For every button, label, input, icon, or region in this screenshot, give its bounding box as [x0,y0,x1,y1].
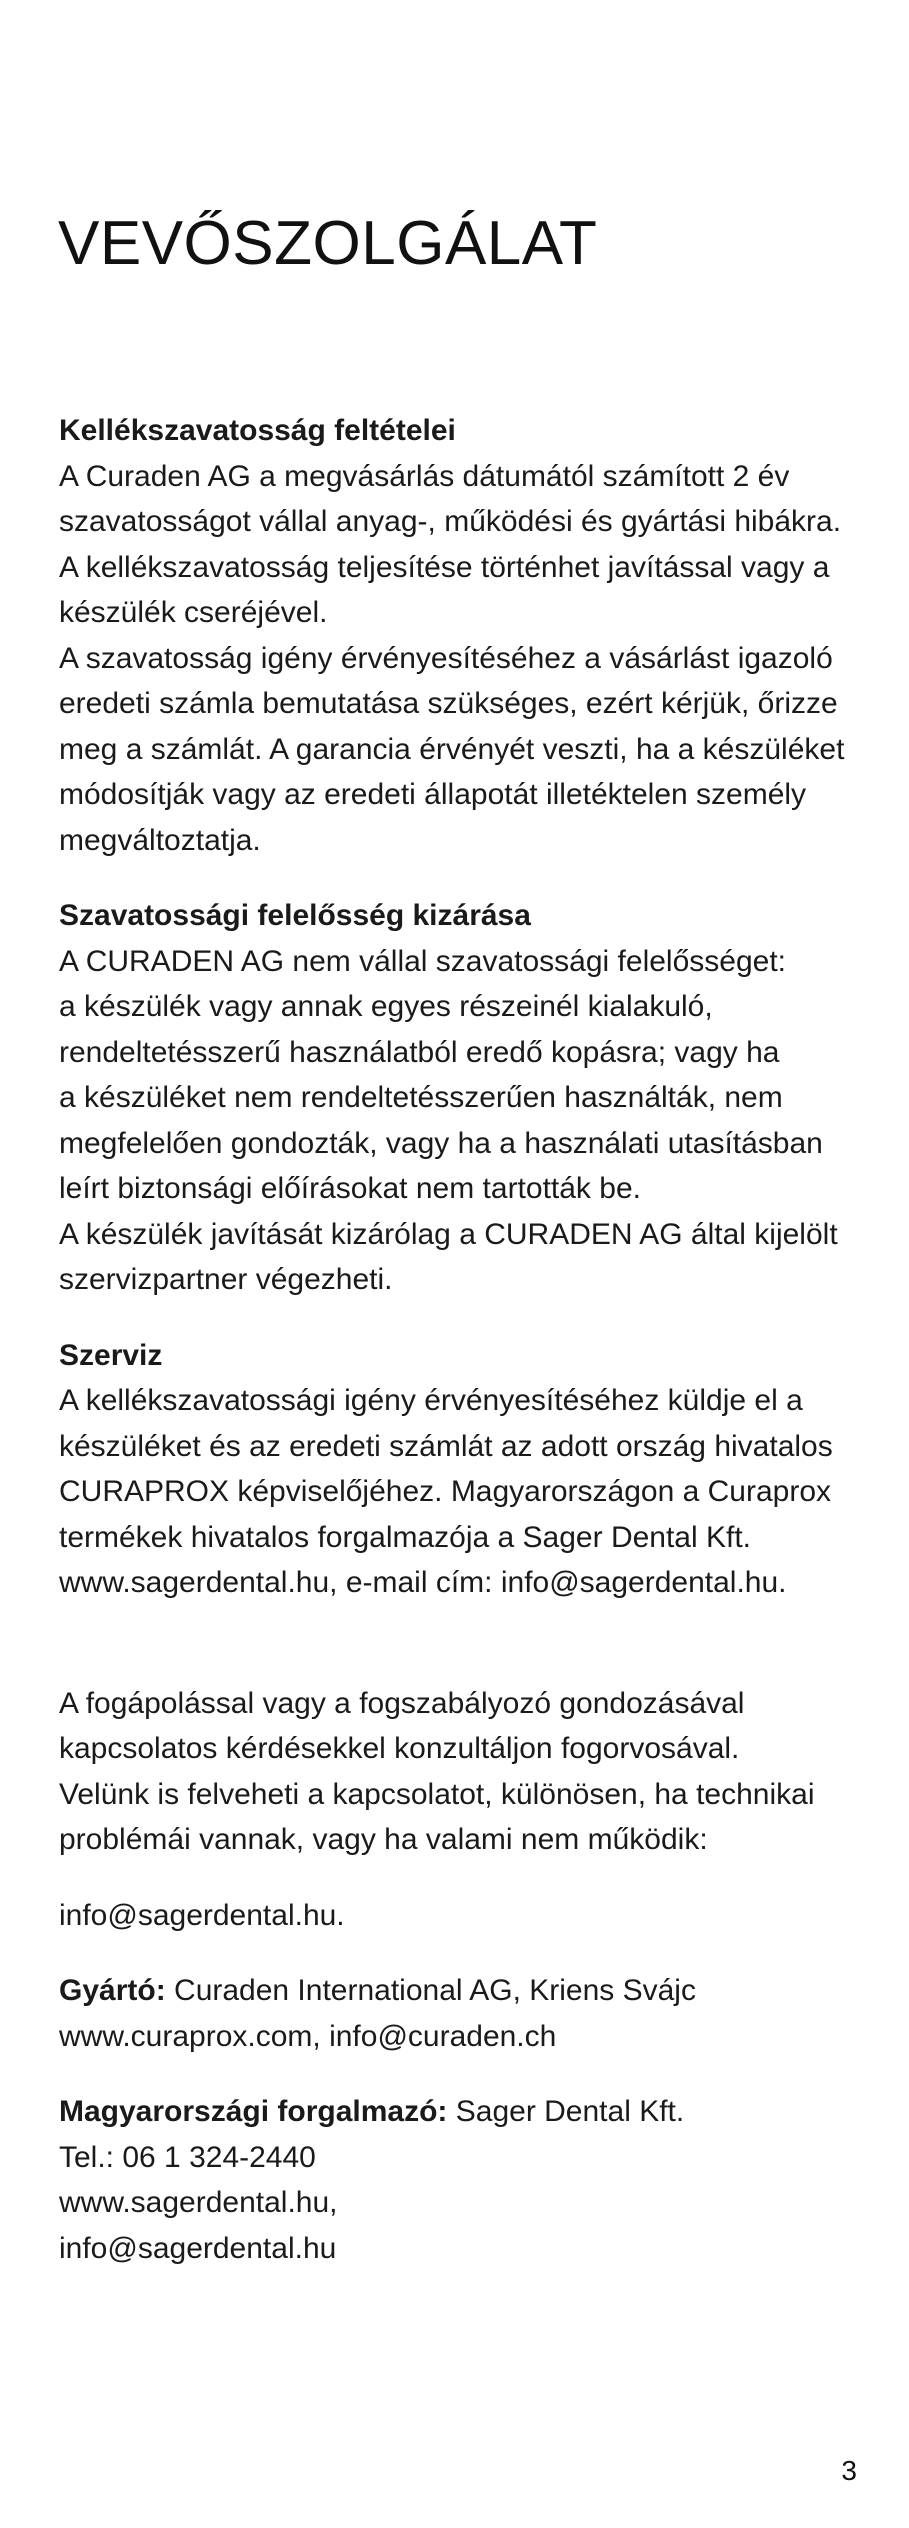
service-line: A kellékszavatossági igény érvényesítéséhez küldje el a [59,1384,803,1417]
distributor-email-link[interactable]: info@sagerdental.hu [59,2231,337,2265]
warranty-line: A Curaden AG a megvásárlás dátumától számított 2 év [59,459,790,493]
contact-section [59,1681,859,1863]
distributor-label: Magyarországi forgalmazó: [59,2095,448,2128]
warranty-line: szavatosságot vállal anyag-, működési és gyártási hibákra. [59,505,842,538]
exclusion-line: megfelelően gondozták, vagy ha a használati utasításban [59,1126,823,1160]
exclusion-heading: Szavatossági felelősség kizárása [59,899,531,932]
distributor-name: Sager Dental Kft. [447,2095,685,2128]
exclusion-line: a készüléket nem rendeltetésszerűen használták, nem [59,1081,783,1114]
service-line: CURAPROX képviselőjéhez. Magyarországon a Curaprox [59,1475,832,1508]
exclusion-line: A CURADEN AG nem vállal szavatossági felelősséget: [59,944,786,978]
section-spacer [59,1636,859,1681]
warranty-section [59,408,859,863]
manufacturer-links[interactable]: www.curaprox.com, info@curaden.ch [59,2019,557,2053]
exclusion-section [59,893,859,1303]
page-title: VEVŐSZOLGÁLAT [58,209,598,278]
service-line: www.sagerdental.hu, e-mail cím: info@sagerdental.hu. [59,1566,787,1599]
exclusion-line: A készülék javítását kizárólag a CURADEN AG által kijelölt [59,1217,838,1251]
page-number: 3 [841,2455,857,2486]
contact-line: problémái vannak, vagy ha valami nem működik: [59,1823,708,1856]
exclusion-line: a készülék vagy annak egyes részeinél kialakuló, [59,990,713,1023]
contact-email-link[interactable]: info@sagerdental.hu. [59,1898,345,1932]
exclusion-line: leírt biztonsági előírásokat nem tartották be. [59,1172,641,1205]
service-line: termékek hivatalos forgalmazója a Sager Dental Kft. [59,1520,752,1554]
contact-line: kapcsolatos kérdésekkel konzultáljon fogorvosával. [59,1732,740,1765]
service-line: készüléket és az eredeti számlát az adott ország hivatalos [59,1429,833,1463]
warranty-line: módosítják vagy az eredeti állapotát illetéktelen személy [59,778,807,811]
distributor-phone: Tel.: 06 1 324-2440 [59,2140,316,2174]
manufacturer-name: Curaden International AG, Kriens Svájc [165,1974,696,2007]
warranty-line: készülék cseréjével. [59,596,328,629]
warranty-line: meg a számlát. A garancia érvényét veszti, ha a készüléket [59,732,845,766]
warranty-line: megváltoztatja. [59,823,261,857]
distributor-line [59,2089,859,2135]
warranty-line: eredeti számla bemutatása szükséges, ezért kérjük, őrizze [59,687,838,720]
distributor-section [59,2089,859,2271]
exclusion-line: szervizpartner végezheti. [59,1263,393,1296]
manufacturer-section [59,1968,859,2059]
manufacturer-line [59,1968,859,2014]
service-section [59,1333,859,1606]
document-body [59,408,859,2301]
manufacturer-label: Gyártó: [59,1974,166,2007]
contact-line: A fogápolással vagy a fogszabályozó gondozásával [59,1686,745,1720]
distributor-website-link[interactable]: www.sagerdental.hu, [59,2186,338,2219]
warranty-line: A kellékszavatosság teljesítése történhet javítással vagy a [59,550,830,584]
contact-email-section [59,1893,859,1939]
service-heading: Szerviz [59,1338,163,1372]
exclusion-line: rendeltetésszerű használatból eredő kopásra; vagy ha [59,1035,780,1069]
warranty-line: A szavatosság igény érvényesítéséhez a vásárlást igazoló [59,641,833,675]
warranty-heading: Kellékszavatosság feltételei [59,414,456,447]
contact-line: Velünk is felveheti a kapcsolatot, különösen, ha technikai [59,1777,815,1811]
